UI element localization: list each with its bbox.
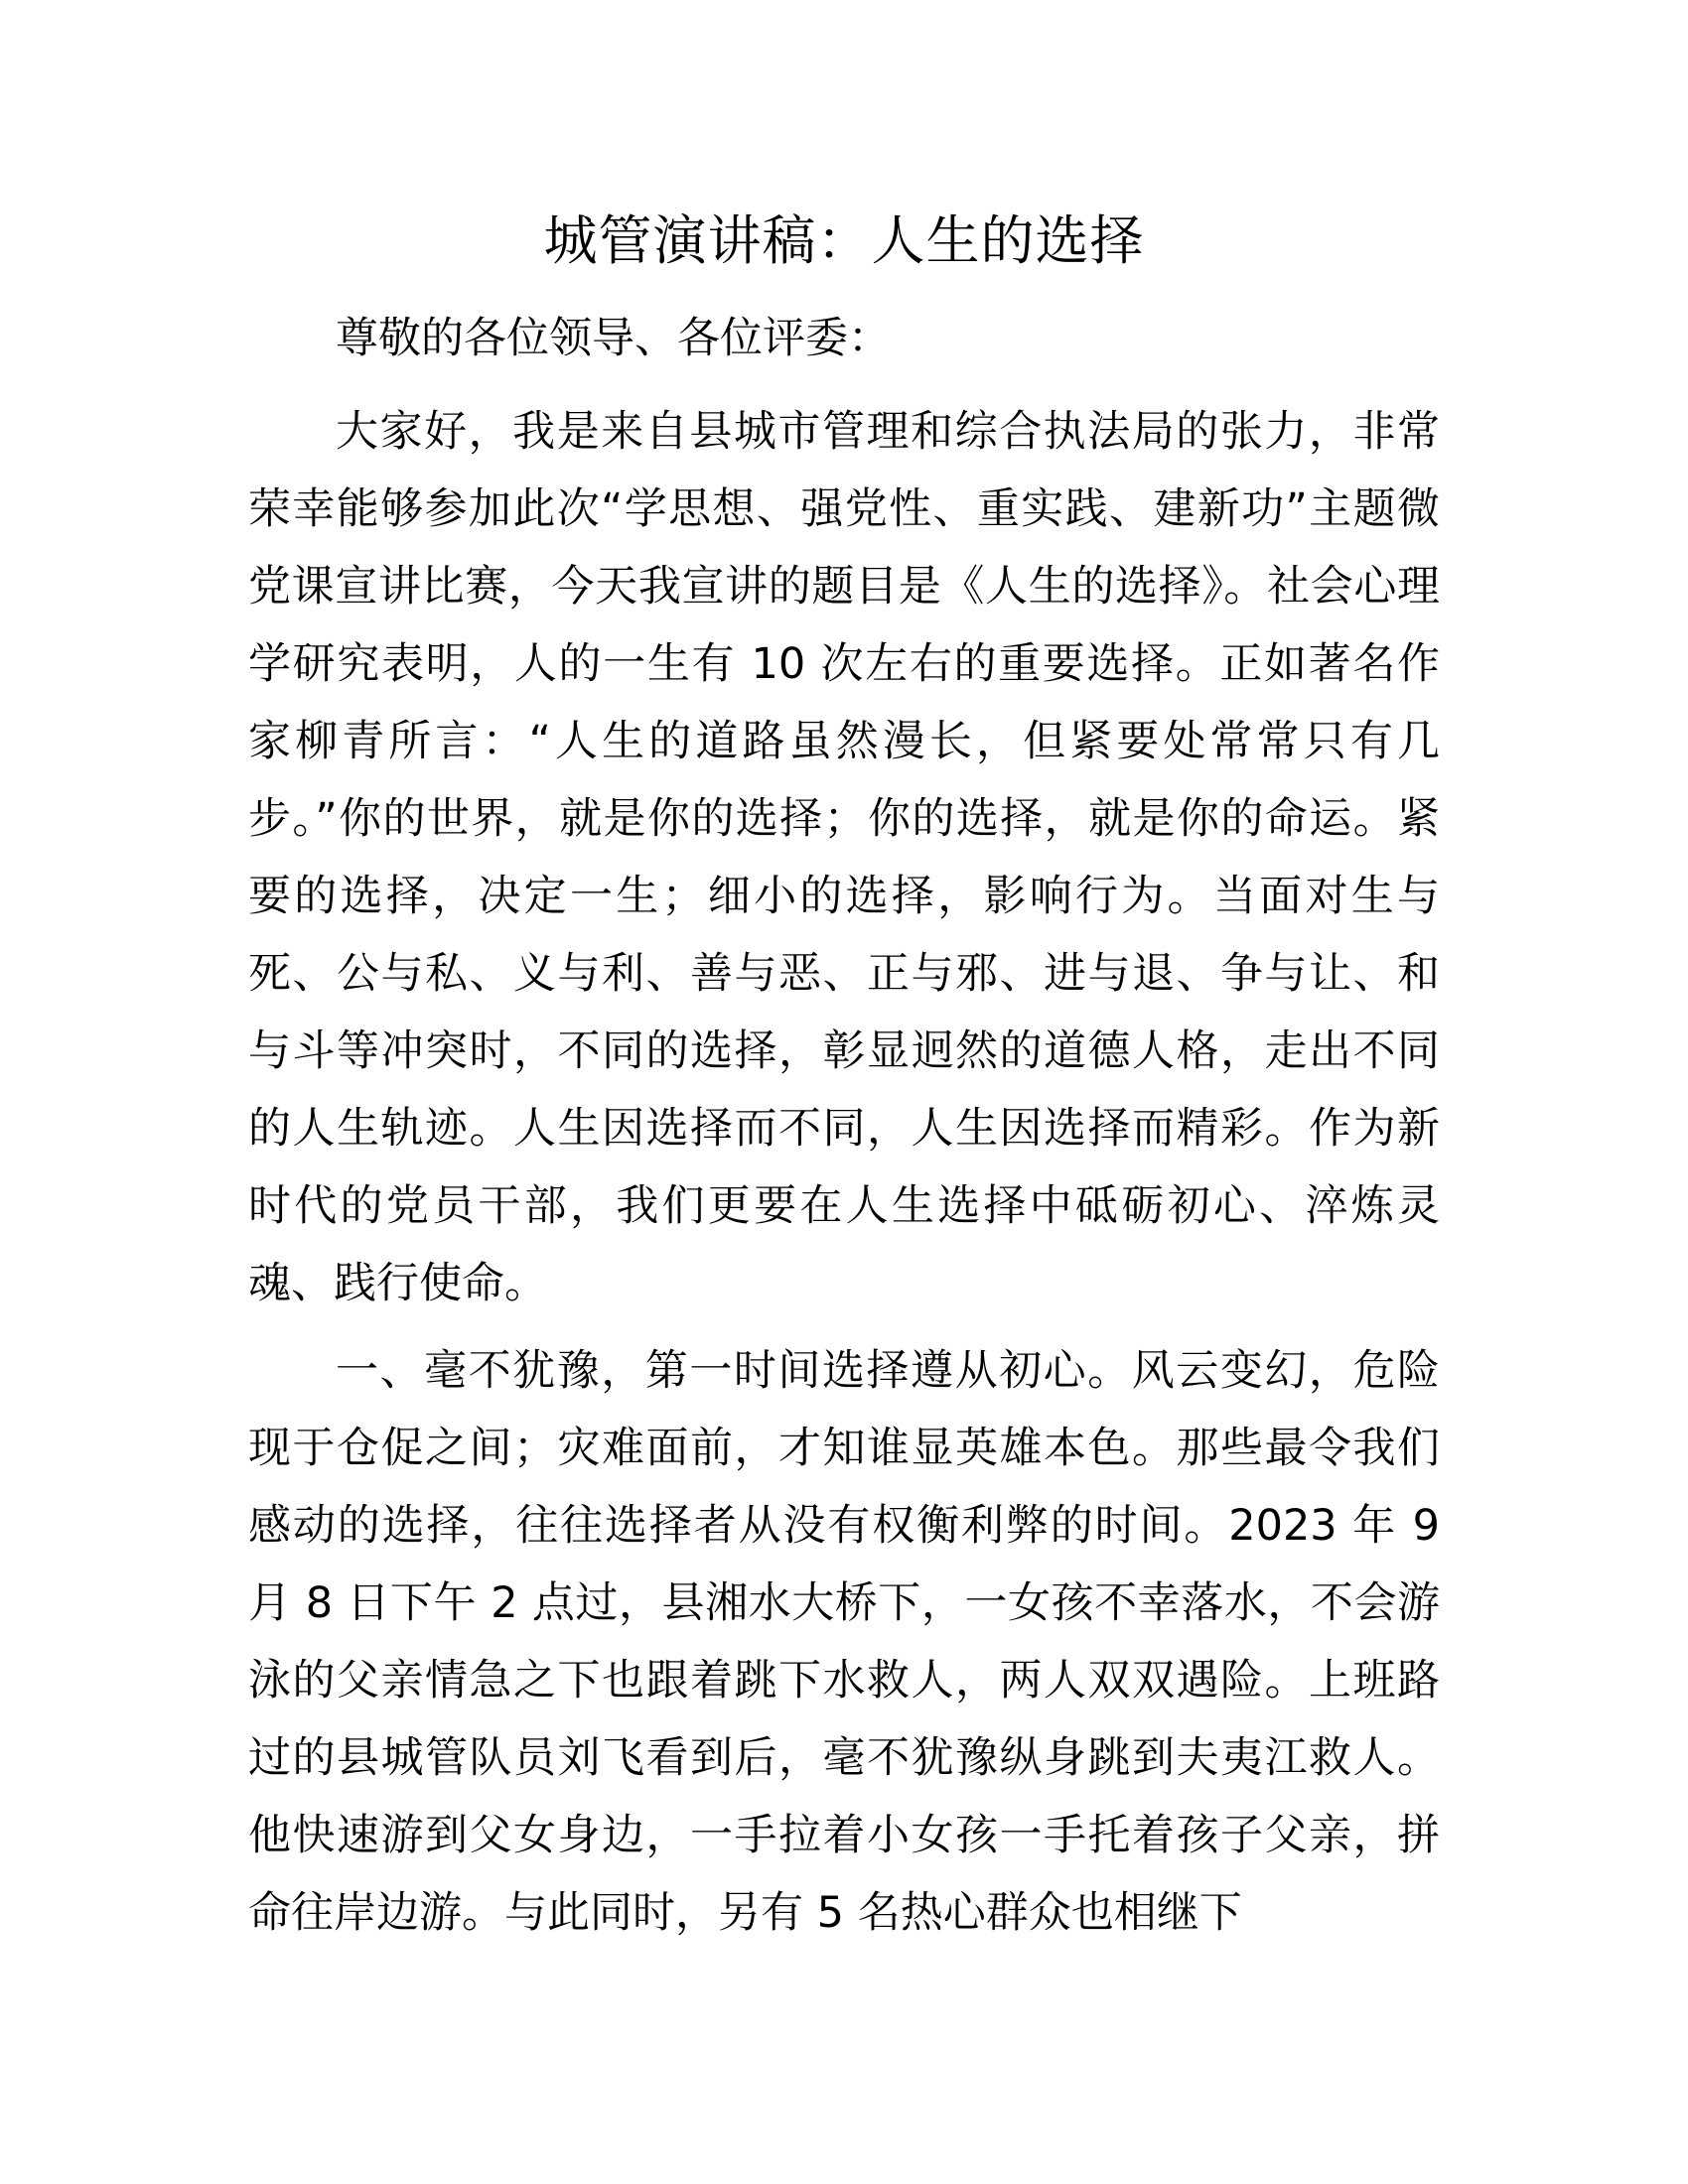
document-title: 城管演讲稿：人生的选择 <box>543 209 1145 272</box>
paragraph-intro: 大家好，我是来自县城市管理和综合执法局的张力，非常荣幸能够参加此次“学思想、强党性、重实践、建新功”主题微党课宣讲比赛，今天我宣讲的题目是《人生的选择》。社会心理学研究表明，人的一生有 10 次左右的重要选择。正如著名作家柳青所言：“人生的道路虽然漫长，但紧要处常常只有几步。”你的世界，就是你的选择；你的选择，就是你的命运。紧要的选择，决定一生；细小的选择，影响行为。当面对生与死、公与私、义与利、善与恶、正与邪、进与退、争与让、和与斗等冲突时，不同的选择，彰显迥然的道德人格，走出不同的人生轨迹。人生因选择而不同，人生因选择而精彩。作为新时代的党员干部，我们更要在人生选择中砥砺初心、淬炼灵魂、践行使命。 <box>248 407 1440 1308</box>
paragraph-section-one: 一、毫不犹豫，第一时间选择遵从初心。风云变幻，危险现于仓促之间；灾难面前，才知谁显英雄本色。那些最令我们感动的选择，往往选择者从没有权衡利弊的时间。2023 年 9 月 8 日下午 2 点过，县湘水大桥下，一女孩不幸落水，不会游泳的父亲情急之下也跟着跳下水救人，两人双双遇险。上班路过的县城管队员刘飞看到后，毫不犹豫纵身跳到夫夷江救人。他快速游到父女身边，一手拉着小女孩一手托着孩子父亲，拼命往岸边游。与此同时，另有 5 名热心群众也相继下 <box>248 1346 1440 1938</box>
salutation: 尊敬的各位领导、各位评委： <box>336 314 891 363</box>
